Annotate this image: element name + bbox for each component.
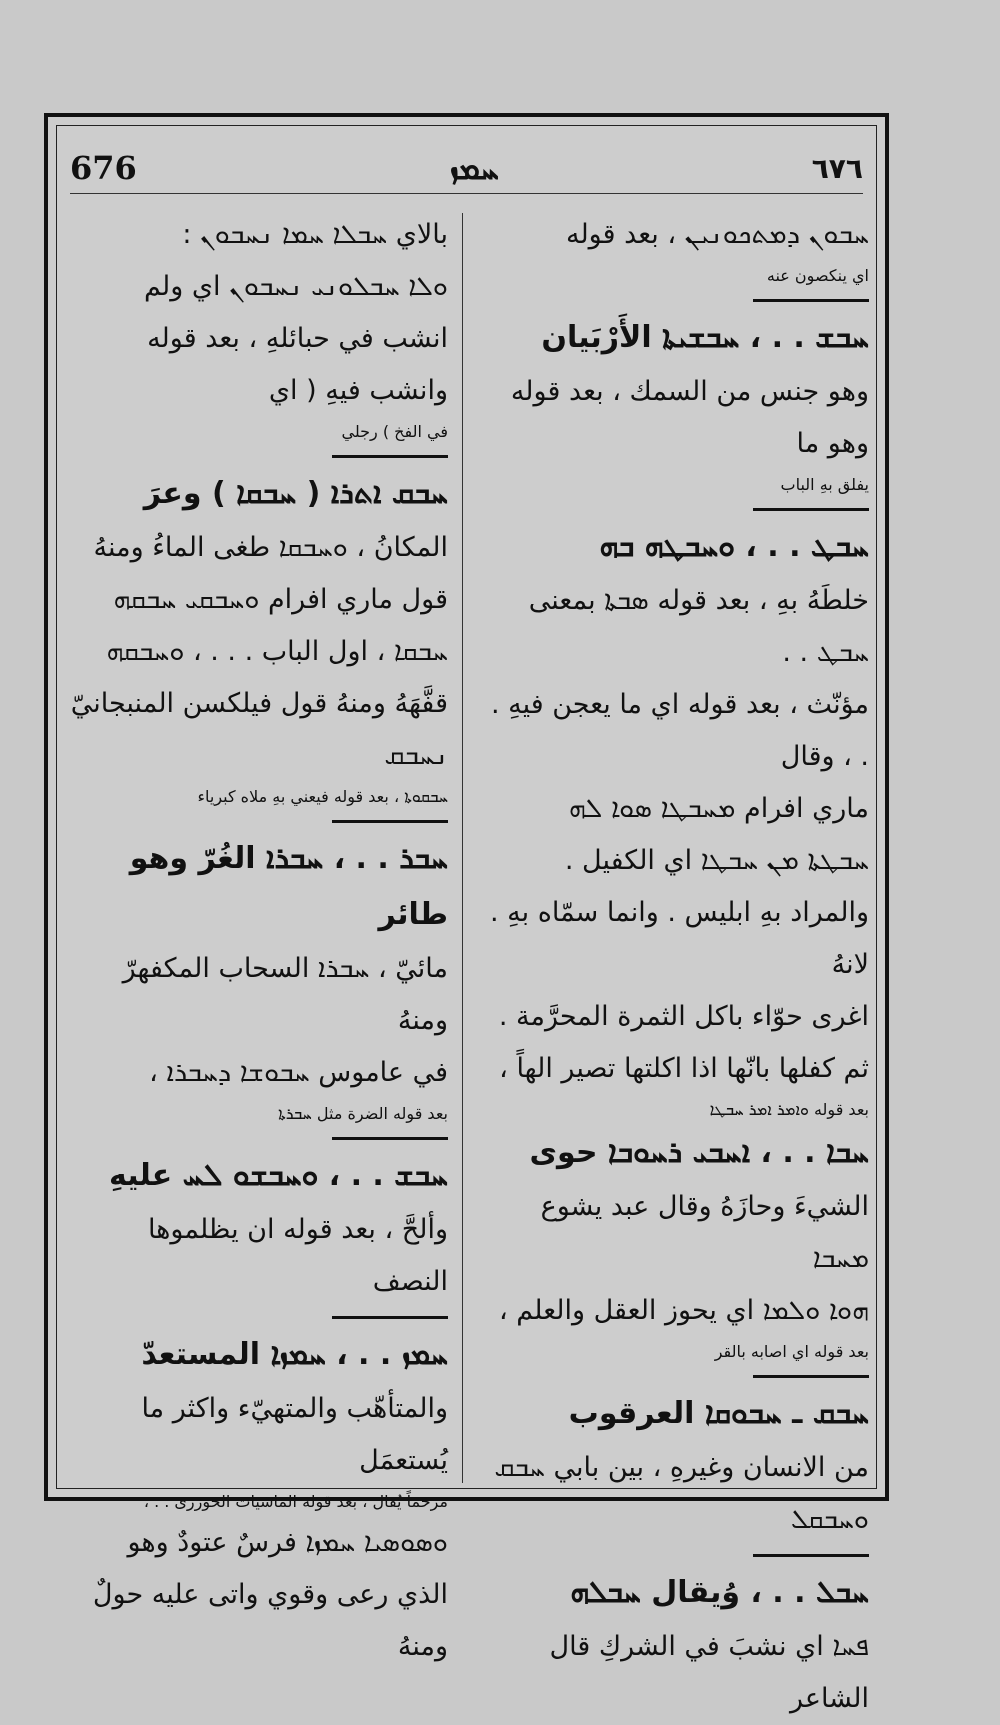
- text-line: والمتأهّب والمتهيّء واكثر ما يُستعمَل: [141, 1393, 448, 1476]
- text-line: ܚܒܩܐ ، اول الباب . . . ، ܘܚܒܩܗ: [106, 636, 448, 667]
- text-line: ثم كفلها بانّها اذا اكلتها تصير الهاً ،: [499, 1053, 869, 1084]
- left-column: [66, 209, 448, 1662]
- headword-line: ܚܒܩ ܐܬܪܐ ( ܚܒܩܐ ) وعرَ: [143, 476, 448, 511]
- right-column: [476, 209, 869, 1714]
- text-line: الشيءَ وحازَهُ وقال عبد يشوع ܡܚܒܐ: [540, 1191, 869, 1274]
- citation-line: يفلق بهِ الباب: [780, 475, 869, 494]
- text-line: قول ماري افرام ܘܚܒܩܝ ܚܒܩܗ: [113, 584, 448, 615]
- text-line: بالاي ܚܒܠܐ ܚܡܐ ܢܚܒܘܢ :: [182, 219, 448, 250]
- text-line: مائيّ ، ܚܒܪܐ السحاب المكفهرّ ومنهُ: [122, 953, 448, 1036]
- headword-line: ܚܒܛ . . ، ܘܚܒܛܗ ܒܗ: [599, 529, 869, 564]
- entry-separator: [332, 455, 448, 458]
- column-divider: [462, 213, 463, 1483]
- citation-line: ܚܒܩܘܬܐ ، بعد قوله فيعني بهِ ملاه كبرياء: [197, 787, 448, 806]
- text-line: ܘܣܘܣܝܐ ܚܡܙܐ فرسٌ عتودٌ وهو: [127, 1527, 448, 1558]
- headword-line: ܚܒܫ . . ، ܘܚܒܫܘ ܠܚ عليهِ: [109, 1158, 448, 1193]
- text-line: قفَّهَهُ ومنهُ قول فيلكسن المنبجانيّ ܢܚܒܩ: [70, 688, 448, 771]
- entry-separator: [753, 299, 869, 302]
- headword-line: ܚܒܫ . . ، ܚܒܫܝܬܐ الأَرْبَيان: [541, 320, 869, 355]
- text-line: من الانسان وغيرهِ ، بين بابي ܚܒܩ ܘܚܒܩܠ: [494, 1452, 869, 1535]
- text-line: ܚܒܘܢ ܕܡܬܟܘܢܝܢ ، بعد قوله: [565, 219, 869, 250]
- page-header: [70, 143, 863, 194]
- entry-separator: [753, 1375, 869, 1378]
- citation-line: بعد قوله الضرة مثل ܚܒܪܬܐ: [278, 1104, 448, 1123]
- text-line: اغرى حوّاء باكل الثمرة المحرَّمة .: [498, 1001, 869, 1032]
- citation-line: اي ينكصون عنه: [766, 266, 869, 285]
- text-line: ماري افرام ܡܚܒܛܐ ܣܘܐ ܠܗ: [568, 793, 869, 824]
- text-line: المكانُ ، ܘܚܒܩܐ طغى الماءُ ومنهُ: [93, 532, 448, 563]
- text-line: ܦܚܐ اي نشبَ في الشركِ قال الشاعر: [549, 1631, 869, 1714]
- page-number-arabic: ٦٧٦: [811, 151, 863, 185]
- page-number-latin: 676: [70, 149, 137, 187]
- text-line: ܘܠܐ ܚܒܠܘܢܝ ܢܚܒܘܢ اي ولم: [144, 271, 448, 302]
- headword-line: ܚܒܠ . . ، وُيقال ܚܒܠܗ: [570, 1575, 869, 1610]
- running-head: ܚܡܙ: [449, 148, 499, 187]
- text-line: في عاموس ܚܒܘܫܐ ܕܚܒܪܐ ،: [149, 1057, 448, 1088]
- text-line: مؤنّث ، بعد قوله اي ما يعجن فيهِ . . ، وقال: [490, 689, 869, 772]
- text-line: والمراد بهِ ابليس . وانما سمّاه بهِ . لانهُ: [489, 897, 869, 980]
- headword-line: ܚܒܩ ـ ܚܒܘܩܐ العرقوب: [568, 1396, 869, 1431]
- citation-line: بعد قوله ܘܐܡܪ ܐܡܪ ܚܒܛܐ: [709, 1100, 869, 1119]
- citation-line: بعد قوله اي اصابه بالقر: [714, 1342, 869, 1361]
- text-line: وهو جنس من السمك ، بعد قوله وهو ما: [510, 376, 869, 459]
- text-line: ܚܒܛܬܐ ܡܢ ܚܒܛܐ اي الكفيل .: [564, 845, 869, 876]
- entry-separator: [753, 1554, 869, 1557]
- headword-line: ܚܒܐ . . ، ܐܚܒܝ ܪܚܘܒܐ حوى: [529, 1135, 869, 1170]
- text-line: وألحَّ ، بعد قوله ان يظلموها النصف: [147, 1214, 448, 1297]
- text-line: ܗܘܐ ܘܠܡܐ اي يحوز العقل والعلم ،: [499, 1295, 869, 1326]
- entry-separator: [332, 820, 448, 823]
- headword-line: ܚܒܪ . . ، ܚܒܪܐ الغُرّ وهو طائر: [129, 841, 448, 932]
- entry-separator: [753, 508, 869, 511]
- citation-line: مرخماً يُقال ، بعد قوله الماشيات الحوزرى . . ،: [143, 1492, 448, 1511]
- entry-separator: [332, 1137, 448, 1140]
- citation-line: في الفخ ) رجلي: [341, 422, 448, 441]
- headword-line: ܚܡܙ . . ، ܚܡܙܐ المستعدّ: [141, 1337, 448, 1372]
- entry-separator: [332, 1316, 448, 1319]
- text-line: خلطَهُ بهِ ، بعد قوله ܣܒܬܐ بمعنى ܚܒܛ . .: [528, 585, 869, 668]
- text-line: انشب في حبائلهِ ، بعد قوله وانشب فيهِ ( اي: [147, 323, 448, 406]
- page-frame: [44, 113, 889, 1714]
- text-line: الذي رعى وقوي واتى عليه حولٌ ومنهُ: [92, 1579, 448, 1662]
